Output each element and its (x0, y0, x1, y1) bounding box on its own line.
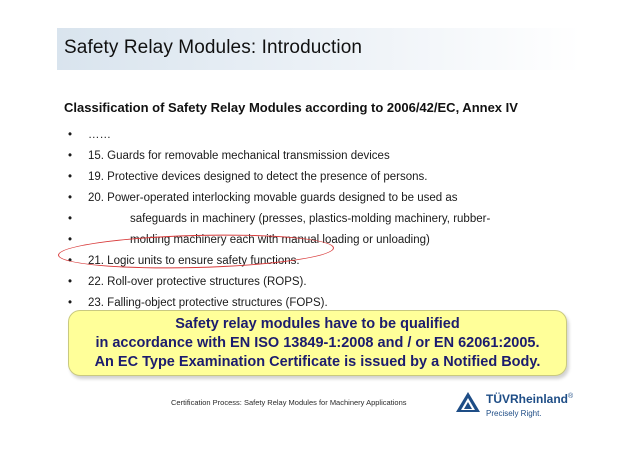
footer-text: Certification Process: Safety Relay Modules for Machinery Applications (171, 398, 407, 407)
callout-box (68, 310, 567, 376)
slide-title: Safety Relay Modules: Introduction (64, 37, 363, 58)
bullet-dot: • (68, 171, 73, 183)
callout-line-2: in accordance with EN ISO 13849-1:2008 and / or EN 62061:2005. (95, 335, 540, 351)
bullet-text: safeguards in machinery (presses, plastics-molding machinery, rubber- (130, 213, 491, 225)
bullet-text: 23. Falling-object protective structures (FOPS). (88, 297, 328, 309)
brand-name-text: TÜVRheinland (486, 392, 569, 406)
bullet-text: 21. Logic units to ensure safety functions. (88, 255, 300, 267)
registered-mark: ® (568, 393, 574, 400)
bullet-text: 15. Guards for removable mechanical transmission devices (88, 150, 390, 162)
bullet-dot: • (68, 234, 73, 246)
bullet-text: 20. Power-operated interlocking movable guards designed to be used as (88, 192, 458, 204)
brand-name (486, 392, 573, 406)
bullet-dot: • (68, 129, 73, 141)
bullet-dot: • (68, 297, 73, 309)
slide-subtitle: Classification of Safety Relay Modules according to 2006/42/EC, Annex IV (64, 100, 518, 115)
bullet-dot: • (68, 255, 73, 267)
callout-line-1: Safety relay modules have to be qualified (175, 316, 460, 332)
callout-line-3: An EC Type Examination Certificate is issued by a Notified Body. (94, 354, 541, 370)
bullet-dot: • (68, 192, 73, 204)
bullet-text: 19. Protective devices designed to detect the presence of persons. (88, 171, 428, 183)
bullet-dot: • (68, 150, 73, 162)
brand-slogan: Precisely Right. (486, 409, 542, 418)
bullet-text: molding machinery each with manual loading or unloading) (130, 234, 430, 246)
tuv-triangle-icon (455, 391, 481, 413)
bullet-dot: • (68, 276, 73, 288)
bullet-dot: • (68, 213, 73, 225)
bullet-text: …… (88, 129, 111, 141)
bullet-text: 22. Roll-over protective structures (ROPS). (88, 276, 307, 288)
